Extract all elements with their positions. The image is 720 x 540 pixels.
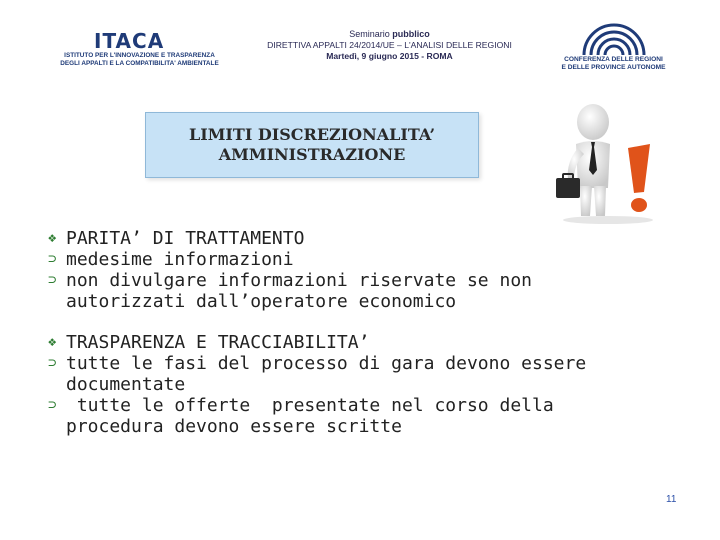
slide-title-line-1: LIMITI DISCREZIONALITA’	[188, 125, 436, 144]
diamond-bullet-icon: ❖	[48, 334, 57, 350]
hook-bullet-icon: ⊃	[48, 355, 57, 371]
list-item-text: non divulgare informazioni riservate se non	[66, 270, 532, 291]
list-item-text: tutte le fasi del processo di gara devono essere	[66, 353, 587, 374]
seminar-date: Martedì, 9 giugno 2015 - ROMA	[326, 51, 453, 61]
list-item-continuation: documentate	[66, 374, 186, 395]
seminar-title: DIRETTIVA APPALTI 24/2014/UE – L'ANALISI DELLE REGIONI	[267, 40, 512, 50]
list-item	[48, 270, 688, 291]
section-heading-1	[48, 228, 688, 249]
section-heading-text: TRASPARENZA E TRACCIABILITA’	[66, 332, 370, 353]
list-item-text: tutte le offerte presentate nel corso della	[66, 395, 554, 416]
seminar-label	[242, 28, 537, 40]
hook-bullet-icon: ⊃	[48, 251, 57, 267]
slide-content	[48, 228, 688, 437]
list-item	[48, 395, 688, 416]
arcs-icon	[579, 22, 649, 56]
section-heading-text: PARITA’ DI TRATTAMENTO	[66, 228, 305, 249]
slide-header	[0, 0, 720, 90]
itaca-wordmark: ITACA	[94, 29, 165, 53]
businessman-exclamation-icon	[548, 100, 673, 225]
seminar-info	[242, 28, 537, 62]
section-heading-2	[48, 332, 688, 353]
list-item-continuation: procedura devono essere scritte	[66, 416, 402, 437]
seminar-label-bold: pubblico	[392, 29, 430, 39]
hook-bullet-icon: ⊃	[48, 397, 57, 413]
hook-bullet-icon: ⊃	[48, 272, 57, 288]
slide-title-line-2: AMMINISTRAZIONE	[218, 145, 406, 164]
itaca-logo	[52, 30, 227, 68]
conference-line-1: CONFERENZA DELLE REGIONI	[564, 56, 663, 63]
slide-title-box	[145, 112, 479, 178]
conference-line-2: E DELLE PROVINCE AUTONOME	[561, 64, 666, 71]
itaca-subtitle-2: DEGLI APPALTI E LA COMPATIBILITA' AMBIENTALE	[60, 60, 219, 67]
list-item	[48, 353, 688, 374]
diamond-bullet-icon: ❖	[48, 230, 57, 246]
list-item-text: medesime informazioni	[66, 249, 294, 270]
list-item	[48, 249, 688, 270]
itaca-subtitle-1: ISTITUTO PER L'INNOVAZIONE E TRASPARENZA	[64, 52, 215, 59]
list-item-continuation: autorizzati dall’operatore economico	[66, 291, 457, 312]
seminar-label-prefix: Seminario	[349, 29, 390, 39]
conference-logo	[556, 22, 671, 72]
page-number: 11	[666, 494, 677, 505]
